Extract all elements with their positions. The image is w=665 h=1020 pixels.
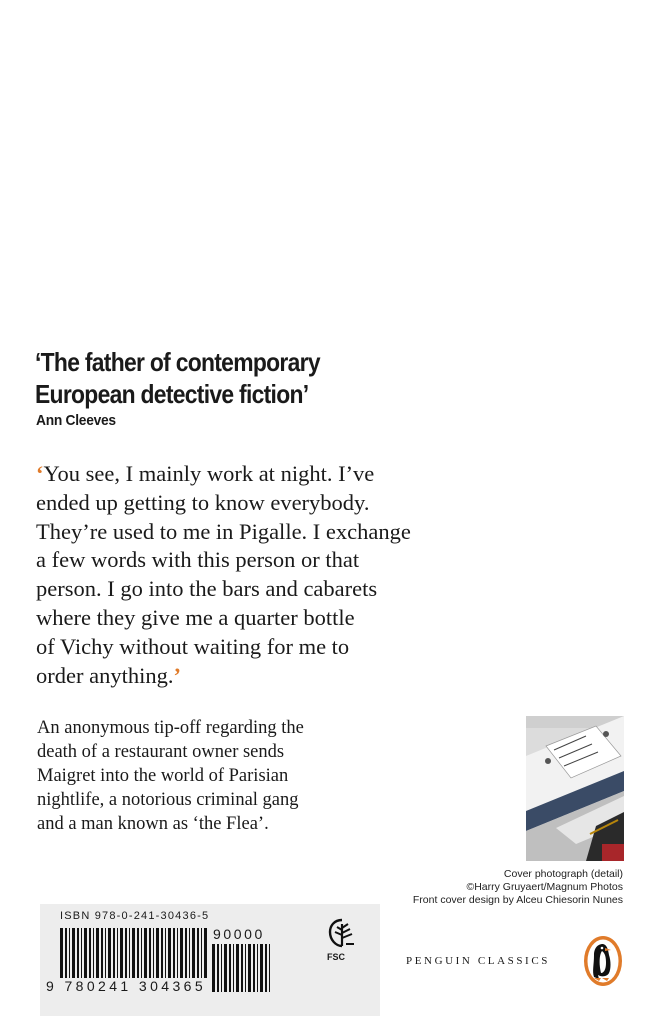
supplement-bars: [212, 944, 272, 992]
blurb-line-4: nightlife, a notorious criminal gang: [37, 790, 299, 810]
praise-quote: [35, 346, 320, 410]
praise-author: Ann Cleeves: [36, 412, 116, 429]
quote-line-1: ‘You see, I mainly work at night. I’ve: [36, 461, 375, 486]
publisher-name: PENGUIN CLASSICS: [406, 955, 550, 967]
credit-line-1: Cover photograph (detail): [503, 868, 623, 880]
blurb: [37, 716, 304, 836]
quote-line-3: They’re used to me in Pigalle. I exchange: [36, 518, 411, 544]
quote-line-5: person. I go into the bars and cabarets: [36, 576, 378, 602]
praise-line-2: European detective fiction’: [35, 379, 309, 409]
fsc-label: FSC: [327, 952, 345, 962]
blurb-line-3: Maigret into the world of Parisian: [37, 766, 289, 786]
cover-photo: [526, 716, 624, 861]
blurb-line-2: death of a restaurant owner sends: [37, 742, 285, 762]
cover-credits: [413, 868, 623, 907]
quote-line-6: where they give me a quarter bottle: [36, 604, 355, 630]
penguin-logo-icon: [583, 935, 623, 987]
open-quote-mark: ‘: [36, 461, 44, 486]
credit-line-3: Front cover design by Alceu Chiesorin Nunes: [412, 894, 623, 906]
fsc-tree-icon: [326, 916, 358, 952]
close-quote-mark: ’: [173, 662, 181, 688]
quote-line-4: a few words with this person or that: [36, 547, 360, 573]
blurb-line-5: and a man known as ‘the Flea’.: [37, 814, 269, 834]
quote-line-7: of Vichy without waiting for me to: [36, 633, 350, 659]
praise-line-1: ‘The father of contemporary: [35, 347, 320, 377]
quote-line-8: order anything.’: [36, 662, 181, 688]
quote-line-2: ended up getting to know everybody.: [36, 489, 370, 515]
credit-line-2: ©Harry Gruyaert/Magnum Photos: [466, 881, 623, 893]
barcode-bars: [60, 928, 208, 978]
blurb-line-1: An anonymous tip-off regarding the: [37, 718, 304, 738]
isbn-label: ISBN 978-0-241-30436-5: [60, 910, 210, 922]
excerpt-quote: [36, 460, 466, 690]
supplement-digits: 90000: [213, 926, 265, 942]
barcode-panel: [40, 904, 380, 1016]
barcode-digits: 9 780241 304365: [46, 978, 206, 994]
